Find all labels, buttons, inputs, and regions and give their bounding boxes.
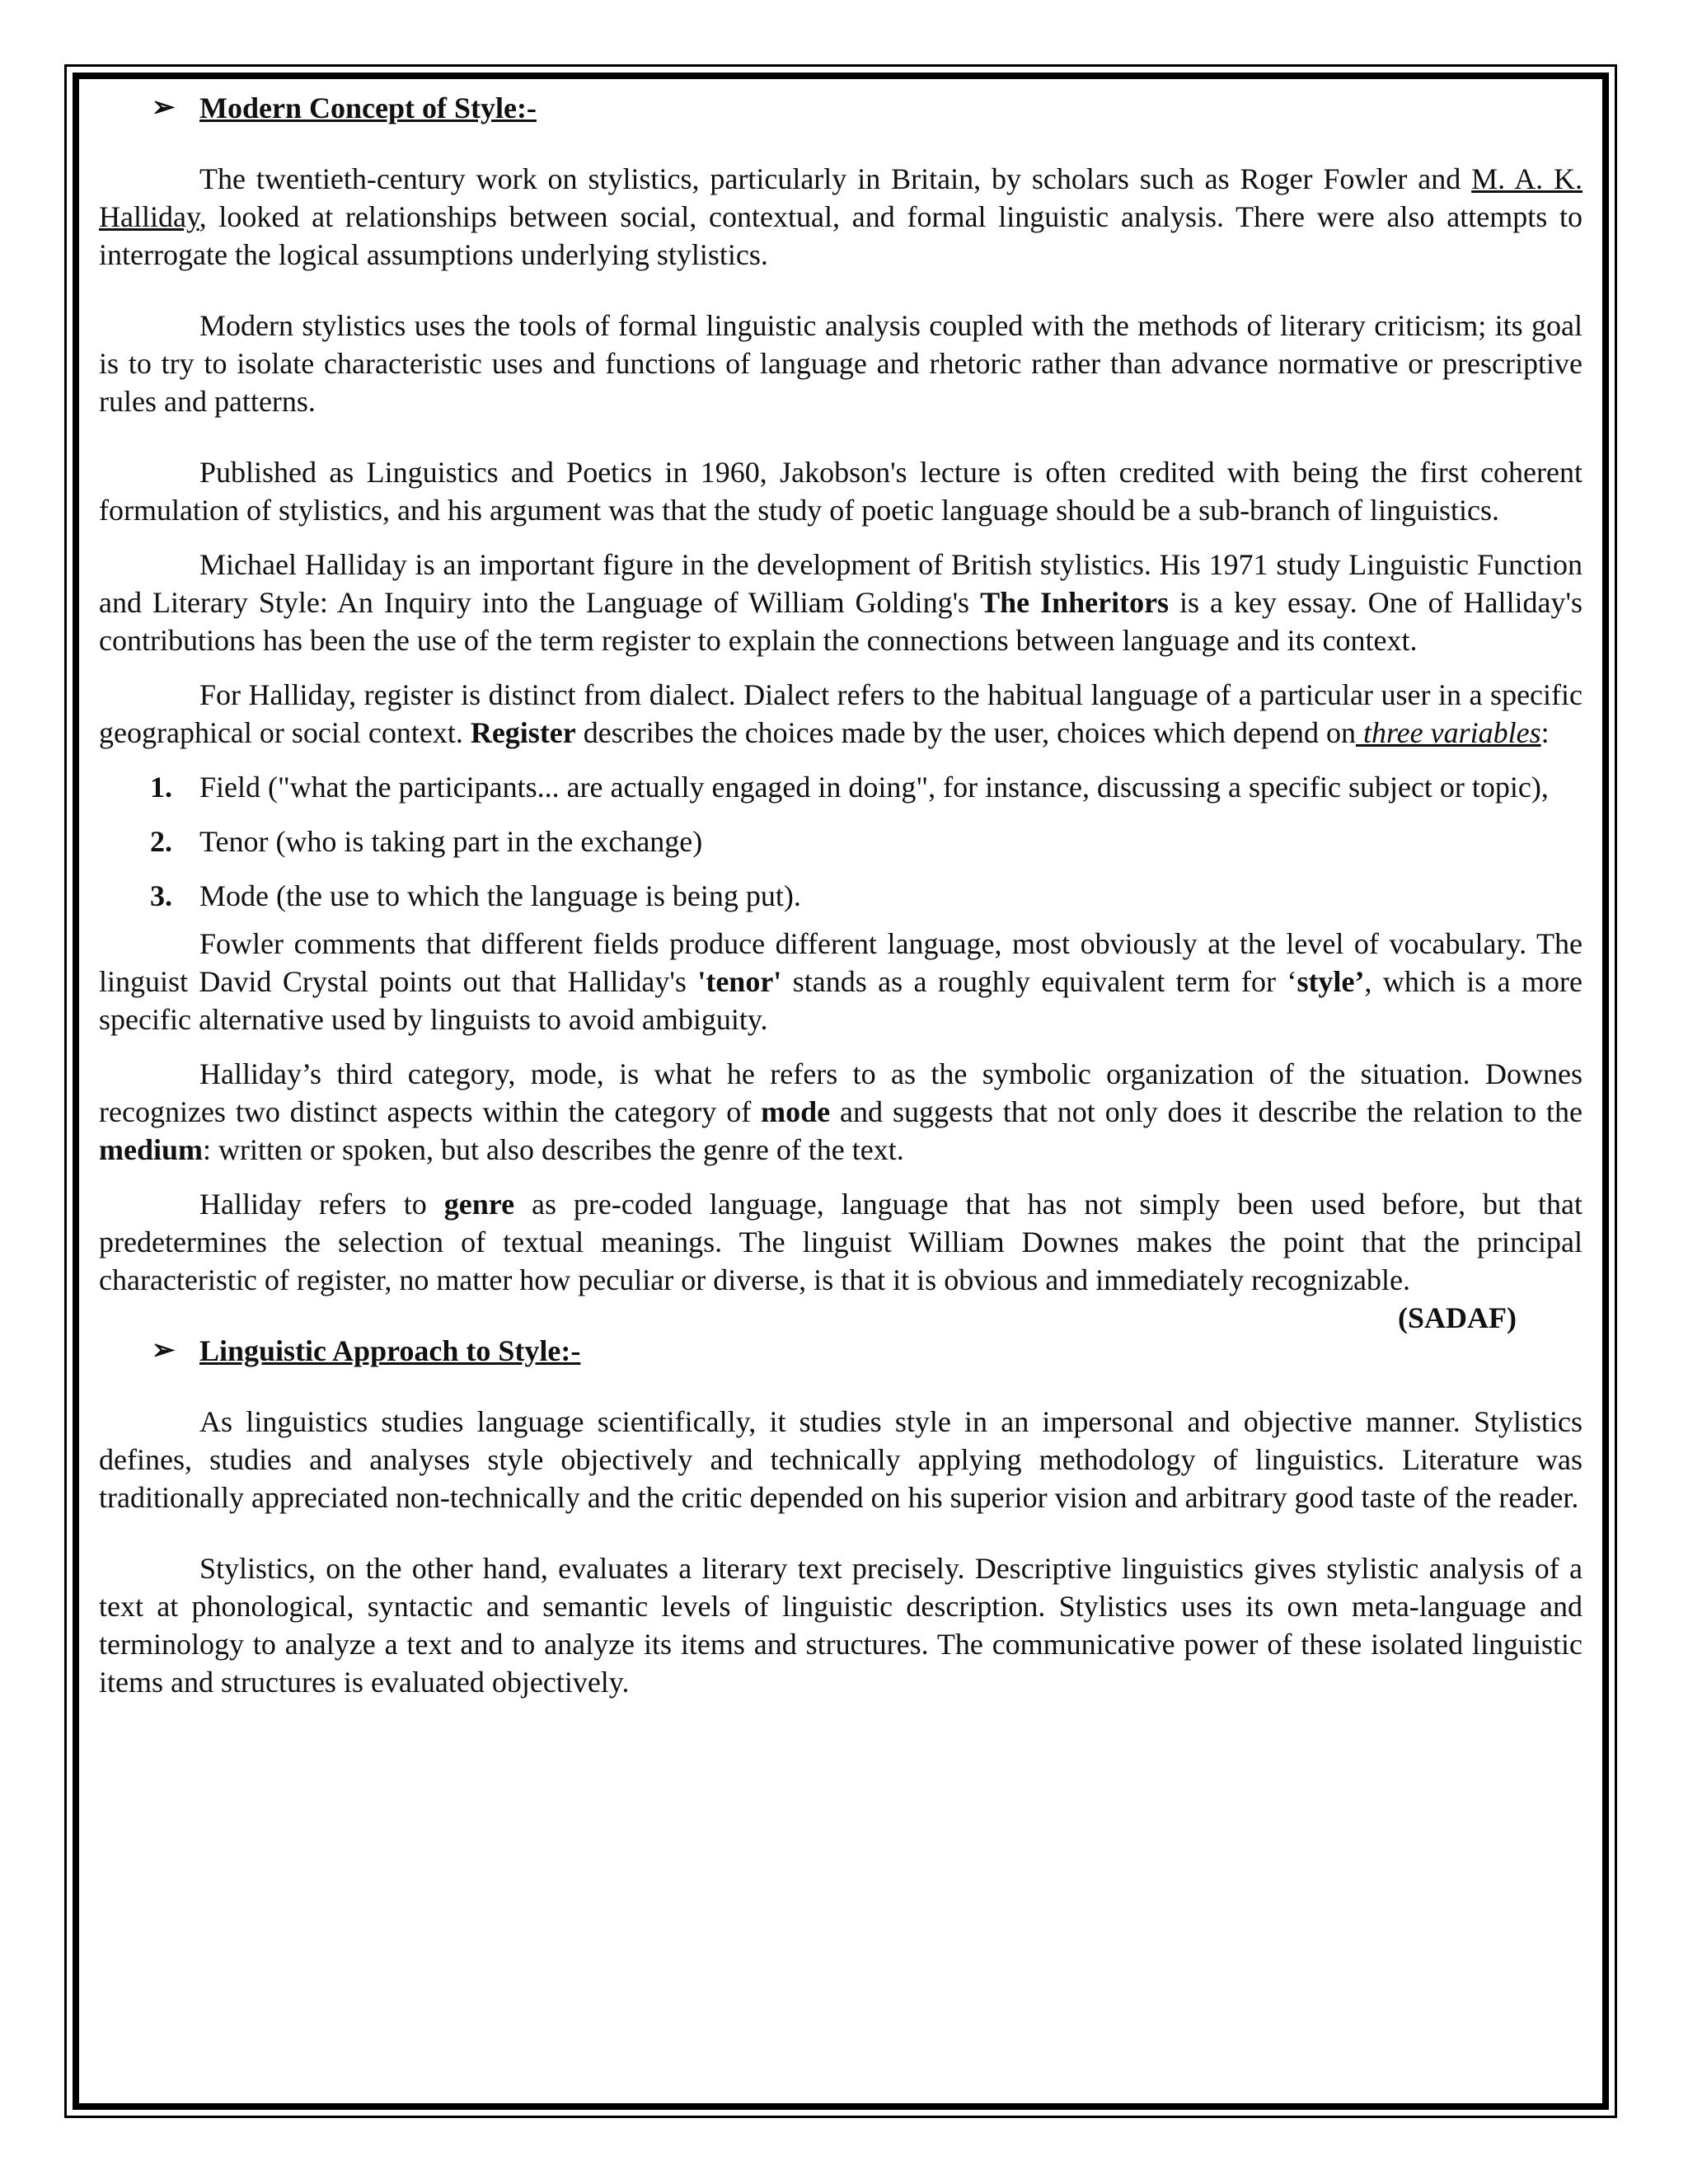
text-run: , looked at relationships between social, contextual, and formal linguistic analysis. There were also attempts to interrogate the logical assumptions underlying stylistics. <box>99 200 1582 271</box>
list-item <box>99 877 1582 915</box>
text-run: Fowler comments that different fields produce different language, most obviously at the level of vocabulary. The linguist David Crystal points out that Halliday's <box>99 927 1582 998</box>
text-run: is a key essay. One of Halliday's contributions has been the use of the term register to explain the connections between language and its context. <box>99 586 1583 657</box>
paragraph <box>99 160 1582 274</box>
bold-run: medium <box>99 1133 203 1166</box>
heading-text: Linguistic Approach to Style:- <box>199 1334 581 1367</box>
paragraph: Published as Linguistics and Poetics in 1960, Jakobson's lecture is often credited with being the first coherent formulation of stylistics, and his argument was that the study of poetic language should be a sub-branch of linguistics. <box>99 456 1582 527</box>
paragraph: Stylistics, on the other hand, evaluates a literary text precisely. Descriptive linguistics gives stylistic analysis of a text at phonological, syntactic and semantic levels of linguistic description. Stylistics uses its own meta-language and terminology to analyze a text and to analyze its items and structures. The communicative power of these isolated linguistic items and structures is evaluated objectively. <box>99 1552 1582 1699</box>
text-run: as pre-coded language, language that has not simply been used before, but that predetermines the selection of textual meanings. The linguist William Downes makes the point that the principal characteristic of register, no matter how peculiar or diverse, is that it is obvious and immediately recognizable. <box>99 1188 1582 1296</box>
bold-run: The Inheritors <box>980 586 1170 619</box>
arrow-bullet-icon: ➢ <box>152 92 176 123</box>
text-run: , which is a more specific alternative used by linguists to avoid ambiguity. <box>99 965 1582 1036</box>
text-run: stands as a roughly equivalent term for ‘ <box>781 965 1297 998</box>
halliday-link[interactable]: M. A. K. Halliday <box>99 162 1582 233</box>
bold-run: style’ <box>1296 965 1365 998</box>
bold-run: mode <box>761 1095 831 1128</box>
list-number: 2. <box>150 825 172 858</box>
text-run: The twentieth-century work on stylistics, particularly in Britain, by scholars such as Roger Fowler and <box>199 162 1472 195</box>
list-text: Field ("what the participants... are actually engaged in doing", for instance, discussing a specific subject or topic), <box>199 771 1549 804</box>
paragraph <box>99 676 1582 752</box>
list-number: 3. <box>150 879 172 912</box>
paragraph: As linguistics studies language scientifically, it studies style in an impersonal and objective manner. Stylistics defines, studies and analyses style objectively and technically applying methodology of linguistics. Literature was traditionally appreciated non-technically and the critic depended on his superior vision and arbitrary good taste of the reader. <box>99 1405 1582 1514</box>
list-number: 1. <box>150 771 172 804</box>
bold-run: genre <box>443 1188 515 1221</box>
heading-text: Modern Concept of Style:- <box>199 91 537 124</box>
section-heading-modern-concept <box>152 89 1582 127</box>
paragraph <box>99 546 1582 659</box>
paragraph <box>99 1185 1582 1334</box>
bold-run: Register <box>470 716 576 749</box>
list-text: Tenor (who is taking part in the exchange) <box>199 825 703 858</box>
list-item <box>99 823 1582 860</box>
bold-run: 'tenor' <box>697 965 782 998</box>
three-variables-link[interactable]: three variables <box>1356 716 1541 749</box>
text-run: For Halliday, register is distinct from dialect. Dialect refers to the habitual language of a particular user in a specific geographical or social context. <box>99 678 1582 749</box>
document-body <box>99 89 1582 1701</box>
text-run: : <box>1540 716 1550 749</box>
text-run: Halliday refers to <box>199 1188 444 1221</box>
text-run: : written or spoken, but also describes the genre of the text. <box>203 1133 904 1166</box>
author-signature: (SADAF) <box>1398 1301 1517 1334</box>
section-heading-linguistic-approach <box>152 1332 1297 1370</box>
paragraph: Modern stylistics uses the tools of formal linguistic analysis coupled with the methods of literary criticism; its goal is to try to isolate characteristic uses and functions of language and rhetoric rather than advance normative or prescriptive rules and patterns. <box>99 309 1582 418</box>
paragraph <box>99 1055 1582 1169</box>
paragraph <box>99 925 1582 1038</box>
text-run: Halliday’s third category, mode, is what he refers to as the symbolic organization of the situation. Downes recognizes two distinct aspects within the category of <box>99 1057 1582 1128</box>
text-run: describes the choices made by the user, choices which depend on <box>575 716 1356 749</box>
text-run: Michael Halliday is an important figure in the development of British stylistics. His 1971 study Linguistic Function and Literary Style: An Inquiry into the Language of William Golding's <box>99 548 1582 619</box>
text-run: and suggests that not only does it describe the relation to the <box>830 1095 1583 1128</box>
arrow-bullet-icon: ➢ <box>152 1335 176 1366</box>
list-text: Mode (the use to which the language is being put). <box>199 879 801 912</box>
list-item <box>99 768 1582 806</box>
variables-list <box>99 768 1582 915</box>
